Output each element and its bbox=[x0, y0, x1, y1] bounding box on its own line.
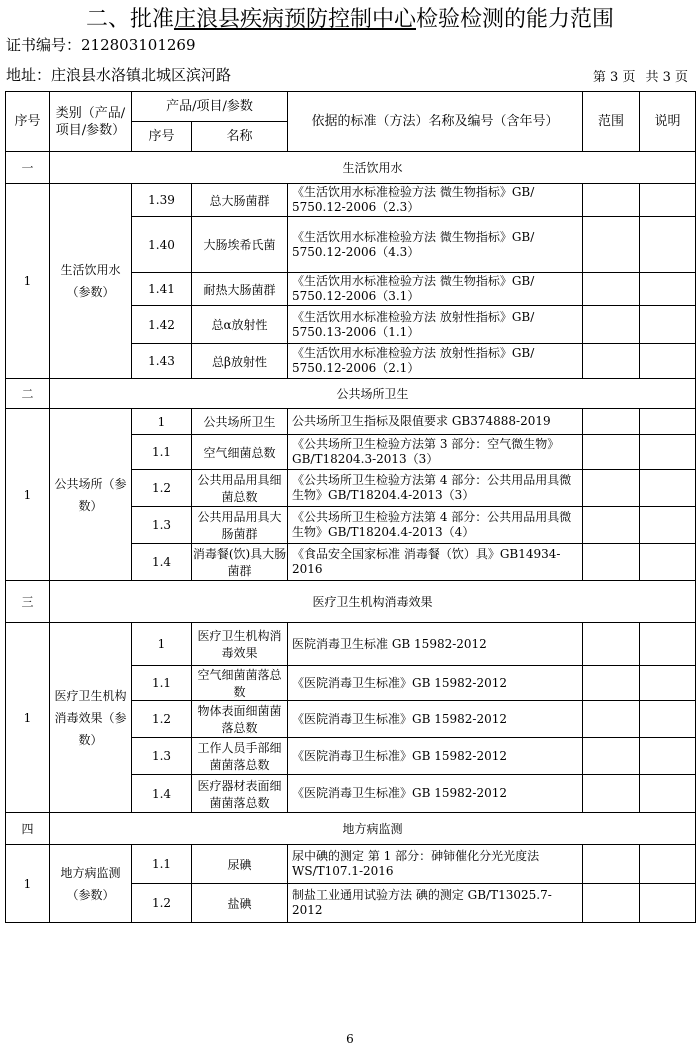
item-standard: 制盐工业通用试验方法 碘的测定 GB/T13025.7-2012 bbox=[288, 884, 583, 923]
item-note bbox=[640, 409, 696, 435]
item-name: 耐热大肠菌群 bbox=[192, 273, 288, 306]
item-standard: 《生活饮用水标准检验方法 微生物指标》GB/ 5750.12-2006（4.3） bbox=[288, 217, 583, 273]
item-standard: 公共场所卫生指标及限值要求 GB374888-2019 bbox=[288, 409, 583, 435]
item-seq: 1.3 bbox=[132, 507, 192, 544]
item-scope bbox=[583, 775, 640, 813]
group-category: 公共场所（参数） bbox=[50, 409, 132, 581]
header-category: 类别（产品/项目/参数） bbox=[50, 92, 132, 152]
address: 地址：庄浪县水洛镇北城区滨河路 bbox=[6, 66, 232, 84]
item-standard: 《医院消毒卫生标准》GB 15982-2012 bbox=[288, 666, 583, 701]
item-standard: 《生活饮用水标准检验方法 微生物指标》GB/ 5750.12-2006（3.1） bbox=[288, 273, 583, 306]
item-scope bbox=[583, 435, 640, 470]
item-note bbox=[640, 507, 696, 544]
item-note bbox=[640, 845, 696, 884]
item-standard: 《公共场所卫生检验方法第 4 部分：公共用品用具微生物》GB/T18204.4-2013（4） bbox=[288, 507, 583, 544]
item-scope bbox=[583, 507, 640, 544]
item-standard: 《医院消毒卫生标准》GB 15982-2012 bbox=[288, 775, 583, 813]
section-number: 四 bbox=[6, 813, 50, 845]
item-note bbox=[640, 344, 696, 379]
item-name: 公共用品用具细菌总数 bbox=[192, 470, 288, 507]
item-seq: 1.4 bbox=[132, 775, 192, 813]
item-note bbox=[640, 775, 696, 813]
item-standard: 《生活饮用水标准检验方法 放射性指标》GB/ 5750.13-2006（1.1） bbox=[288, 306, 583, 344]
item-scope bbox=[583, 344, 640, 379]
item-name: 尿碘 bbox=[192, 845, 288, 884]
section-title: 生活饮用水 bbox=[50, 152, 696, 184]
item-standard: 《公共场所卫生检验方法第 4 部分：公共用品用具微生物》GB/T18204.4-2013（3） bbox=[288, 470, 583, 507]
table-row bbox=[6, 184, 696, 217]
item-seq: 1.2 bbox=[132, 884, 192, 923]
item-seq: 1.39 bbox=[132, 184, 192, 217]
item-standard: 《生活饮用水标准检验方法 放射性指标》GB/ 5750.12-2006（2.1） bbox=[288, 344, 583, 379]
item-name: 大肠埃希氏菌 bbox=[192, 217, 288, 273]
item-name: 空气细菌总数 bbox=[192, 435, 288, 470]
item-note bbox=[640, 738, 696, 775]
item-note bbox=[640, 666, 696, 701]
page-number: 6 bbox=[346, 1032, 354, 1046]
section-title: 医疗卫生机构消毒效果 bbox=[50, 581, 696, 623]
section-title: 地方病监测 bbox=[50, 813, 696, 845]
item-seq: 1.1 bbox=[132, 666, 192, 701]
group-number: 1 bbox=[6, 409, 50, 581]
item-name: 工作人员手部细菌菌落总数 bbox=[192, 738, 288, 775]
item-name: 医疗卫生机构消毒效果 bbox=[192, 623, 288, 666]
title-prefix: 二、批准 bbox=[85, 7, 174, 32]
item-scope bbox=[583, 623, 640, 666]
group-number: 1 bbox=[6, 623, 50, 813]
item-scope bbox=[583, 184, 640, 217]
item-note bbox=[640, 306, 696, 344]
item-seq: 1 bbox=[132, 623, 192, 666]
item-seq: 1.42 bbox=[132, 306, 192, 344]
capability-table bbox=[5, 91, 696, 923]
header-seq: 序号 bbox=[6, 92, 50, 152]
group-category: 生活饮用水（参数） bbox=[50, 184, 132, 379]
item-note bbox=[640, 544, 696, 581]
group-category: 地方病监测（参数） bbox=[50, 845, 132, 923]
group-number: 1 bbox=[6, 845, 50, 923]
section-row bbox=[6, 581, 696, 623]
item-standard: 《公共场所卫生检验方法第 3 部分：空气微生物》GB/T18204.3-2013（3） bbox=[288, 435, 583, 470]
item-note bbox=[640, 623, 696, 666]
item-name: 总α放射性 bbox=[192, 306, 288, 344]
item-note bbox=[640, 435, 696, 470]
item-seq: 1.1 bbox=[132, 845, 192, 884]
section-row bbox=[6, 152, 696, 184]
item-name: 公共用品用具大肠菌群 bbox=[192, 507, 288, 544]
item-name: 空气细菌菌落总数 bbox=[192, 666, 288, 701]
item-name: 物体表面细菌菌落总数 bbox=[192, 701, 288, 738]
page-current: 第 3 页 bbox=[592, 70, 636, 85]
item-standard: 《食品安全国家标准 消毒餐（饮）具》GB14934-2016 bbox=[288, 544, 583, 581]
header-standard: 依据的标准（方法）名称及编号（含年号） bbox=[288, 92, 583, 152]
item-seq: 1.3 bbox=[132, 738, 192, 775]
item-note bbox=[640, 184, 696, 217]
group-category: 医疗卫生机构消毒效果（参数） bbox=[50, 623, 132, 813]
page-total: 共 3 页 bbox=[645, 70, 688, 85]
section-row bbox=[6, 813, 696, 845]
item-seq: 1 bbox=[132, 409, 192, 435]
header-scope: 范围 bbox=[583, 92, 640, 152]
item-seq: 1.41 bbox=[132, 273, 192, 306]
section-number: 一 bbox=[6, 152, 50, 184]
section-row bbox=[6, 379, 696, 409]
item-name: 总大肠菌群 bbox=[192, 184, 288, 217]
item-standard: 《生活饮用水标准检验方法 微生物指标》GB/ 5750.12-2006（2.3） bbox=[288, 184, 583, 217]
institution-name: 庄浪县疾病预防控制中心 bbox=[173, 7, 416, 32]
item-standard: 医院消毒卫生标准 GB 15982-2012 bbox=[288, 623, 583, 666]
item-seq: 1.1 bbox=[132, 435, 192, 470]
section-title: 公共场所卫生 bbox=[50, 379, 696, 409]
page-title bbox=[0, 2, 700, 33]
item-note bbox=[640, 217, 696, 273]
item-scope bbox=[583, 544, 640, 581]
item-name: 盐碘 bbox=[192, 884, 288, 923]
item-scope bbox=[583, 273, 640, 306]
item-note bbox=[640, 273, 696, 306]
item-scope bbox=[583, 306, 640, 344]
header-note: 说明 bbox=[640, 92, 696, 152]
item-note bbox=[640, 470, 696, 507]
certificate-number: 证书编号：212803101269 bbox=[6, 36, 196, 54]
header-name: 名称 bbox=[192, 122, 288, 152]
item-scope bbox=[583, 845, 640, 884]
section-number: 二 bbox=[6, 379, 50, 409]
item-scope bbox=[583, 470, 640, 507]
table-row bbox=[6, 845, 696, 884]
item-note bbox=[640, 884, 696, 923]
header-sub-seq: 序号 bbox=[132, 122, 192, 152]
item-scope bbox=[583, 666, 640, 701]
title-suffix: 检验检测的能力范围 bbox=[416, 7, 615, 32]
item-scope bbox=[583, 738, 640, 775]
item-name: 医疗器材表面细菌菌落总数 bbox=[192, 775, 288, 813]
table-row bbox=[6, 409, 696, 435]
section-number: 三 bbox=[6, 581, 50, 623]
group-number: 1 bbox=[6, 184, 50, 379]
item-scope bbox=[583, 884, 640, 923]
item-seq: 1.43 bbox=[132, 344, 192, 379]
page-info bbox=[583, 66, 688, 85]
item-scope bbox=[583, 409, 640, 435]
item-scope bbox=[583, 701, 640, 738]
item-name: 消毒餐(饮)具大肠菌群 bbox=[192, 544, 288, 581]
item-seq: 1.40 bbox=[132, 217, 192, 273]
item-standard: 尿中碘的测定 第 1 部分：砷铈催化分光光度法 WS/T107.1-2016 bbox=[288, 845, 583, 884]
item-seq: 1.2 bbox=[132, 470, 192, 507]
item-seq: 1.4 bbox=[132, 544, 192, 581]
item-name: 公共场所卫生 bbox=[192, 409, 288, 435]
item-seq: 1.2 bbox=[132, 701, 192, 738]
item-standard: 《医院消毒卫生标准》GB 15982-2012 bbox=[288, 701, 583, 738]
item-standard: 《医院消毒卫生标准》GB 15982-2012 bbox=[288, 738, 583, 775]
item-scope bbox=[583, 217, 640, 273]
header-product: 产品/项目/参数 bbox=[132, 92, 288, 122]
item-name: 总β放射性 bbox=[192, 344, 288, 379]
table-row bbox=[6, 623, 696, 666]
item-note bbox=[640, 701, 696, 738]
